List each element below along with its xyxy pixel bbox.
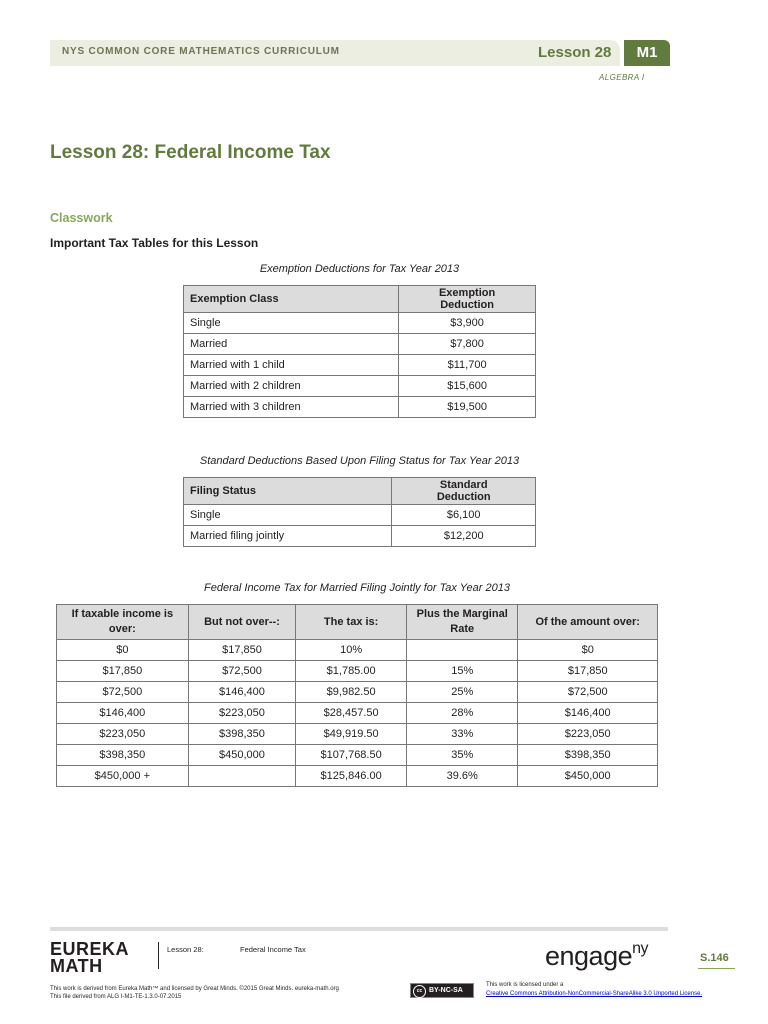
table-row [184,526,536,547]
table-cell: $0 [57,640,189,661]
table-cell: $15,600 [399,376,536,397]
table-row [57,745,658,766]
logo-divider [158,942,159,969]
table-cell: $107,768.50 [296,745,407,766]
table-cell: $398,350 [57,745,189,766]
table-cell: $398,350 [518,745,658,766]
license-notice [486,981,702,999]
table-row [57,682,658,703]
table-cell: 25% [406,682,517,703]
logo-text: EUREKA [50,939,130,959]
table-header: But not over--: [188,605,296,640]
footer-divider [50,927,668,931]
badge-text: BY-NC-SA [429,987,463,994]
eureka-math-logo [50,941,129,975]
table-cell: Married with 1 child [184,355,399,376]
table-cell: $223,050 [518,724,658,745]
cc-license-badge [410,983,474,998]
table-row [57,640,658,661]
engageny-logo [545,940,648,972]
table-cell: $7,800 [399,334,536,355]
table-header: The tax is: [296,605,407,640]
footer-lesson: Lesson 28: [167,945,204,954]
table-cell: $398,350 [188,724,296,745]
federal-income-tax-table [56,604,658,787]
table-cell: $12,200 [392,526,536,547]
table-cell: $146,400 [57,703,189,724]
logo-text: engage [545,941,633,971]
table-row [184,505,536,526]
logo-text: ny [632,940,649,957]
federal-table-caption: Federal Income Tax for Married Filing Jointly for Tax Year 2013 [204,582,510,594]
table-row [184,355,536,376]
license-link[interactable]: Creative Commons Attribution-NonCommercial-ShareAlike 3.0 Unported License. [486,991,703,997]
tax-tables-subheading: Important Tax Tables for this Lesson [50,236,259,250]
table-row [184,397,536,418]
table-cell: 28% [406,703,517,724]
table-cell: $450,000 [188,745,296,766]
table-cell [188,766,296,787]
license-text: This work is licensed under a [486,982,564,988]
table-row [57,766,658,787]
table-header: Exemption Deduction [399,286,536,313]
table-row [184,376,536,397]
page-number-underline [698,968,735,969]
table-cell: $3,900 [399,313,536,334]
table-cell: Married with 2 children [184,376,399,397]
table-cell: $0 [518,640,658,661]
table-row [57,703,658,724]
table-cell: 10% [296,640,407,661]
table-header: Of the amount over: [518,605,658,640]
table-row [184,313,536,334]
table-row [57,724,658,745]
table-row [57,661,658,682]
table-cell: $17,850 [57,661,189,682]
table-cell: 15% [406,661,517,682]
table-cell: $146,400 [188,682,296,703]
table-cell: $450,000 + [57,766,189,787]
table-cell: Married with 3 children [184,397,399,418]
table-cell: $9,982.50 [296,682,407,703]
table-cell: 35% [406,745,517,766]
table-cell: $72,500 [188,661,296,682]
table-header: Filing Status [184,478,392,505]
table-cell: $125,846.00 [296,766,407,787]
table-cell: $450,000 [518,766,658,787]
standard-deduction-table [183,477,536,547]
table-cell: $72,500 [518,682,658,703]
table-cell: 33% [406,724,517,745]
table-header: Plus the Marginal Rate [406,605,517,640]
table-cell: Single [184,505,392,526]
table-cell: Married [184,334,399,355]
module-badge: M1 [624,40,670,66]
table-cell: Single [184,313,399,334]
table-header: Exemption Class [184,286,399,313]
classwork-heading: Classwork [50,211,113,225]
table-row [184,334,536,355]
header-lesson: Lesson 28 [538,44,612,61]
course-label: ALGEBRA I [599,73,645,82]
table-cell: $146,400 [518,703,658,724]
table-cell: $28,457.50 [296,703,407,724]
table-cell: Married filing jointly [184,526,392,547]
table-cell: $1,785.00 [296,661,407,682]
table-cell: $223,050 [188,703,296,724]
table-header: Standard Deduction [392,478,536,505]
standard-table-caption: Standard Deductions Based Upon Filing Status for Tax Year 2013 [199,455,520,467]
table-cell: $72,500 [57,682,189,703]
page-title: Lesson 28: Federal Income Tax [50,142,331,163]
exemption-table-caption: Exemption Deductions for Tax Year 2013 [259,263,460,275]
table-cell: $17,850 [188,640,296,661]
table-cell: $17,850 [518,661,658,682]
table-cell: $11,700 [399,355,536,376]
table-cell [406,640,517,661]
logo-text: MATH [50,956,103,976]
table-cell: $223,050 [57,724,189,745]
creative-commons-icon: cc [413,985,426,998]
table-cell: $6,100 [392,505,536,526]
page-number: S.146 [700,952,729,964]
curriculum-label: NYS COMMON CORE MATHEMATICS CURRICULUM [62,46,340,57]
footer-lesson-title: Federal Income Tax [240,945,306,954]
table-cell: 39.6% [406,766,517,787]
derived-text: This file derived from ALG I-M1-TE-1.3.0-07.2015 [50,994,182,1000]
table-cell: $19,500 [399,397,536,418]
exemption-table [183,285,536,418]
table-header: If taxable income is over: [57,605,189,640]
derived-notice [50,985,339,1001]
table-cell: $49,919.50 [296,724,407,745]
derived-text: This work is derived from Eureka Math™ and licensed by Great Minds. ©2015 Great Minds. eureka-math.org [50,986,339,992]
